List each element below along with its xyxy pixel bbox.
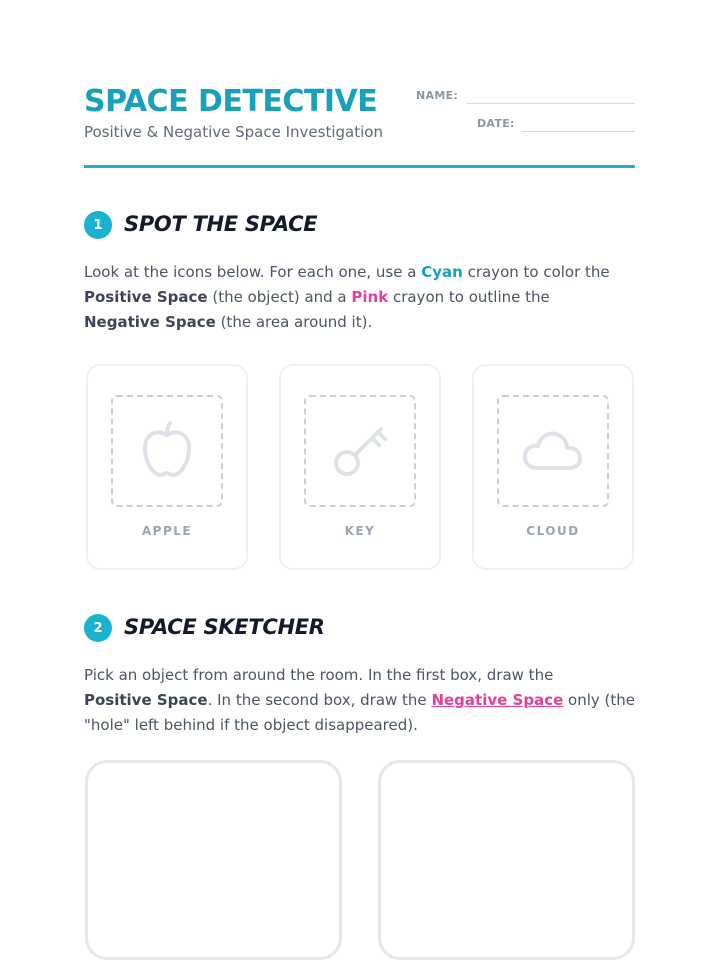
positive-space-term-2: Positive Space [84,691,208,709]
apple-card [86,364,248,570]
negative-space-drawing-box[interactable] [378,760,635,960]
cloud-card [472,364,634,570]
cloud-label: CLOUD [526,524,580,538]
cloud-coloring-area[interactable] [497,395,609,507]
positive-space-term: Positive Space [84,288,208,306]
section-2-instructions: Pick an object from around the room. In the first box, draw the Positive Space. In the second box, draw the Negative Space only (the "hole" left behind if the object disappeared). [84,666,635,734]
section-2-title: SPACE SKETCHER [124,615,325,639]
key-icon [327,418,393,484]
page-title: SPACE DETECTIVE [84,84,378,119]
pink-word: Pink [351,288,389,306]
step-2-badge: 2 [84,614,112,642]
key-card [279,364,441,570]
negative-space-link[interactable]: Negative Space [431,691,564,709]
cyan-word: Cyan [421,263,463,281]
key-coloring-area[interactable] [304,395,416,507]
section-1-title: SPOT THE SPACE [124,212,318,236]
negative-space-term: Negative Space [84,313,216,331]
section-1-instructions: Look at the icons below. For each one, use a Cyan crayon to color the Positive Space (the object) and a Pink crayon to outline the Negative Space (the area around it). [84,263,610,331]
date-field[interactable] [522,131,635,132]
apple-label: APPLE [141,524,193,538]
key-label: KEY [344,524,376,538]
date-label: DATE: [477,117,515,130]
page-subtitle: Positive & Negative Space Investigation [84,123,383,141]
apple-icon [134,418,200,484]
cloud-icon [520,418,586,484]
header-divider [84,165,635,168]
name-label: NAME: [416,89,459,102]
name-field[interactable] [467,103,635,104]
apple-coloring-area[interactable] [111,395,223,507]
step-1-badge: 1 [84,211,112,239]
positive-space-drawing-box[interactable] [85,760,342,960]
